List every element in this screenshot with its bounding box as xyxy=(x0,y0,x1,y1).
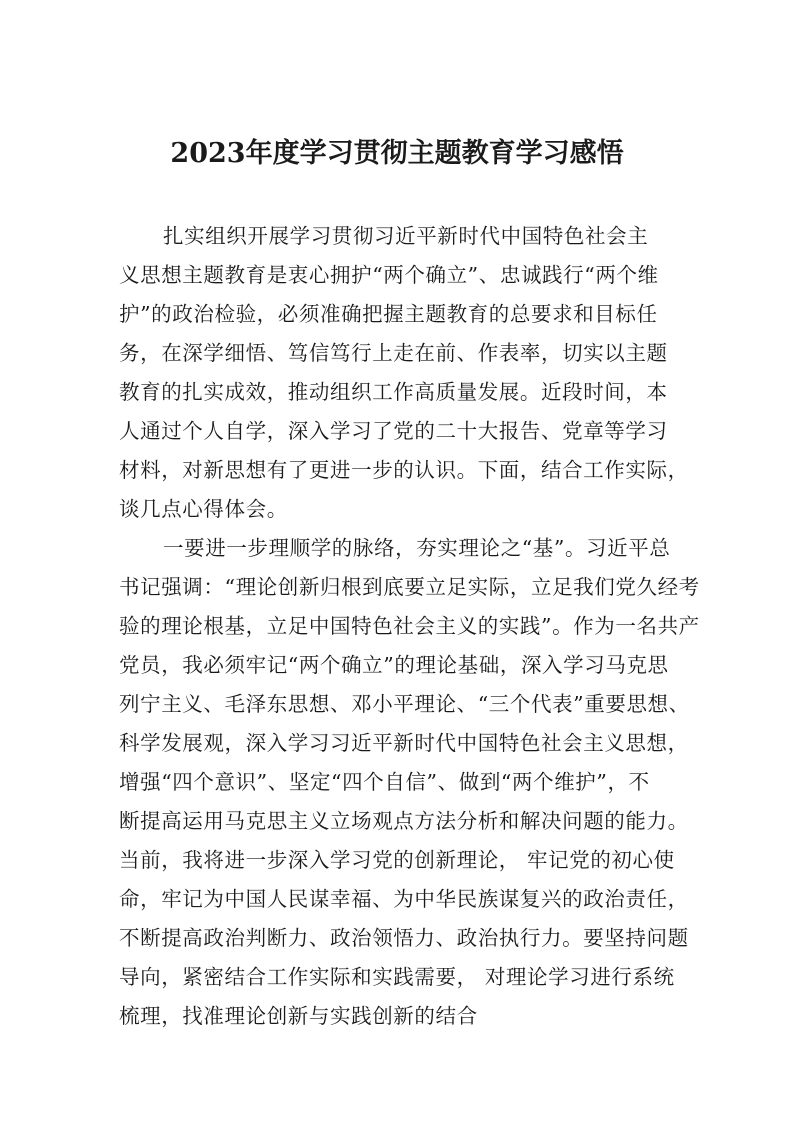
paragraph-2-line-7: 增强“四个意识”、坚定“四个自信”、做到“两个维护”，不 xyxy=(119,770,650,794)
paragraph-2-line-8: 断提高运用马克思主义立场观点方法分析和解决问题的能力。 xyxy=(119,809,689,833)
paragraph-1-line-2: 义思想主题教育是衷心拥护“两个确立”、忠诚践行“两个维 xyxy=(119,263,659,287)
paragraph-1-line-6: 人通过个人自学，深入学习了党的二十大报告、党章等学习 xyxy=(119,419,668,443)
paragraph-2-line-12: 导向，紧密结合工作实际和实践需要， 对理论学习进行系统 xyxy=(119,965,675,989)
paragraph-2-line-5: 列宁主义、毛泽东思想、邓小平理论、“三个代表”重要思想、 xyxy=(119,692,690,716)
paragraph-1-line-1: 扎实组织开展学习贯彻习近平新时代中国特色社会主 xyxy=(163,224,649,248)
paragraph-2-line-1: 一要进一步理顺学的脉络，夯实理论之“基”。习近平总 xyxy=(163,536,671,560)
paragraph-2-line-6: 科学发展观，深入学习习近平新时代中国特色社会主义思想， xyxy=(119,731,689,755)
paragraph-1-line-3: 护”的政治检验，必须准确把握主题教育的总要求和目标任 xyxy=(119,302,658,326)
paragraph-2-line-9: 当前，我将进一步深入学习党的创新理论， 牢记党的初心使 xyxy=(119,848,675,872)
paragraph-2-line-10: 命，牢记为中国人民谋幸福、为中华民族谋复兴的政治责任， xyxy=(119,887,689,911)
document-title: 2023年度学习贯彻主题教育学习感悟 xyxy=(170,138,624,169)
paragraph-1-line-4: 务，在深学细悟、笃信笃行上走在前、作表率，切实以主题 xyxy=(119,341,668,365)
paragraph-2-line-4: 党员，我必须牢记“两个确立”的理论基础，深入学习马克思 xyxy=(119,653,669,677)
paragraph-2-line-13: 梳理，找准理论创新与实践创新的结合 xyxy=(119,1004,478,1028)
paragraph-1-line-8: 谈几点心得体会。 xyxy=(119,497,288,521)
paragraph-2-line-2: 书记强调：“理论创新归根到底要立足实际，立足我们党久经考 xyxy=(119,575,700,599)
paragraph-2-line-3: 验的理论根基，立足中国特色社会主义的实践”。作为一名共产 xyxy=(119,614,700,638)
paragraph-2-line-11: 不断提高政治判断力、政治领悟力、政治执行力。要坚持问题 xyxy=(119,926,689,950)
paragraph-1-line-5: 教育的扎实成效，推动组织工作高质量发展。近段时间，本 xyxy=(119,380,668,404)
paragraph-1-line-7: 材料，对新思想有了更进一步的认识。下面，结合工作实际， xyxy=(119,458,689,482)
